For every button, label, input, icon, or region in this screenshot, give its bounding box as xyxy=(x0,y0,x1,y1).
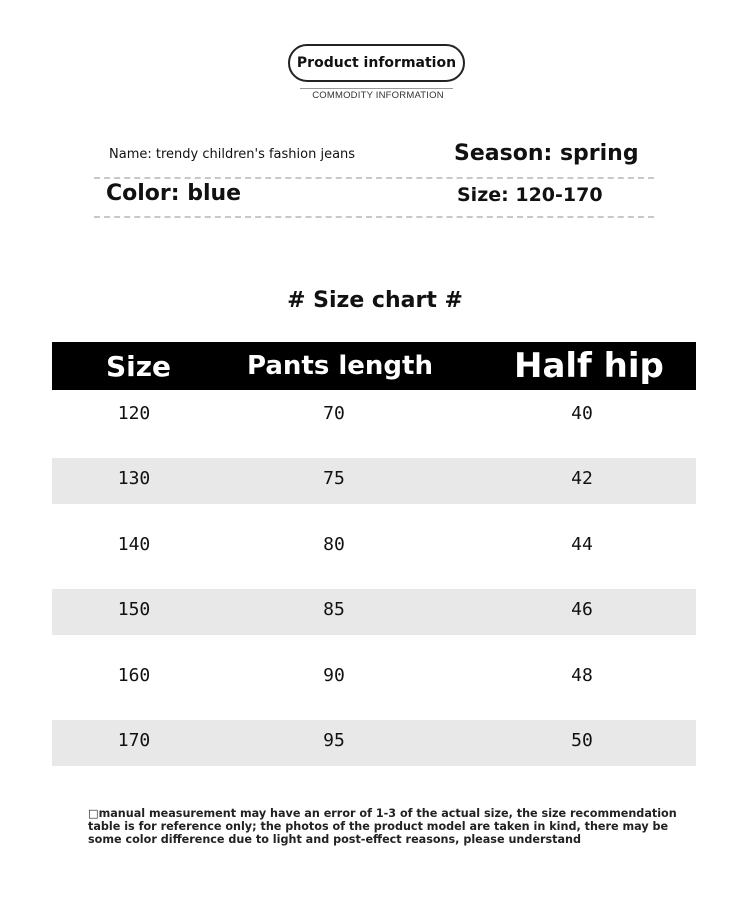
pants-length-cell: 80 xyxy=(323,533,345,555)
product-information-title: Product information xyxy=(288,44,465,82)
column-header-half-hip: Half hip xyxy=(514,346,664,386)
divider xyxy=(300,88,453,89)
table-header xyxy=(52,342,696,390)
half-hip-cell: 44 xyxy=(571,533,593,555)
pants-length-cell: 90 xyxy=(323,664,345,686)
pants-length-cell: 95 xyxy=(323,729,345,751)
table-row xyxy=(52,701,696,766)
dashed-divider xyxy=(94,216,654,218)
pants-length-cell: 85 xyxy=(323,599,345,621)
product-size-range: Size: 120-170 xyxy=(457,184,603,206)
table-row xyxy=(52,439,696,504)
pants-length-cell: 75 xyxy=(323,468,345,490)
half-hip-cell: 46 xyxy=(571,599,593,621)
dashed-divider xyxy=(94,177,654,179)
commodity-information-subtitle: COMMODITY INFORMATION xyxy=(312,90,444,101)
half-hip-cell: 40 xyxy=(571,403,593,424)
table-row xyxy=(52,505,696,570)
size-cell: 160 xyxy=(117,664,151,686)
size-chart-title: # Size chart # xyxy=(287,288,463,313)
table-row xyxy=(52,390,696,439)
table-row xyxy=(52,570,696,635)
pants-length-cell: 70 xyxy=(323,403,345,424)
size-cell: 140 xyxy=(117,533,151,555)
size-chart-table xyxy=(52,342,696,766)
table-row xyxy=(52,636,696,701)
measurement-note: □manual measurement may have an error of 1-3 of the actual size, the size recommendation table is for reference only; the photos of the product model are taken in kind, there may be some color difference due to light and post-effect reasons, please understand xyxy=(88,807,677,846)
size-cell: 120 xyxy=(117,403,151,424)
product-name: Name: trendy children's fashion jeans xyxy=(109,147,356,162)
half-hip-cell: 50 xyxy=(571,729,593,751)
size-cell: 170 xyxy=(117,729,151,751)
column-header-size: Size xyxy=(106,349,172,383)
product-color: Color: blue xyxy=(106,181,242,206)
half-hip-cell: 42 xyxy=(571,468,593,490)
product-season: Season: spring xyxy=(454,141,639,166)
size-cell: 130 xyxy=(117,468,151,490)
column-header-pants-length: Pants length xyxy=(247,351,433,381)
size-cell: 150 xyxy=(117,599,151,621)
half-hip-cell: 48 xyxy=(571,664,593,686)
